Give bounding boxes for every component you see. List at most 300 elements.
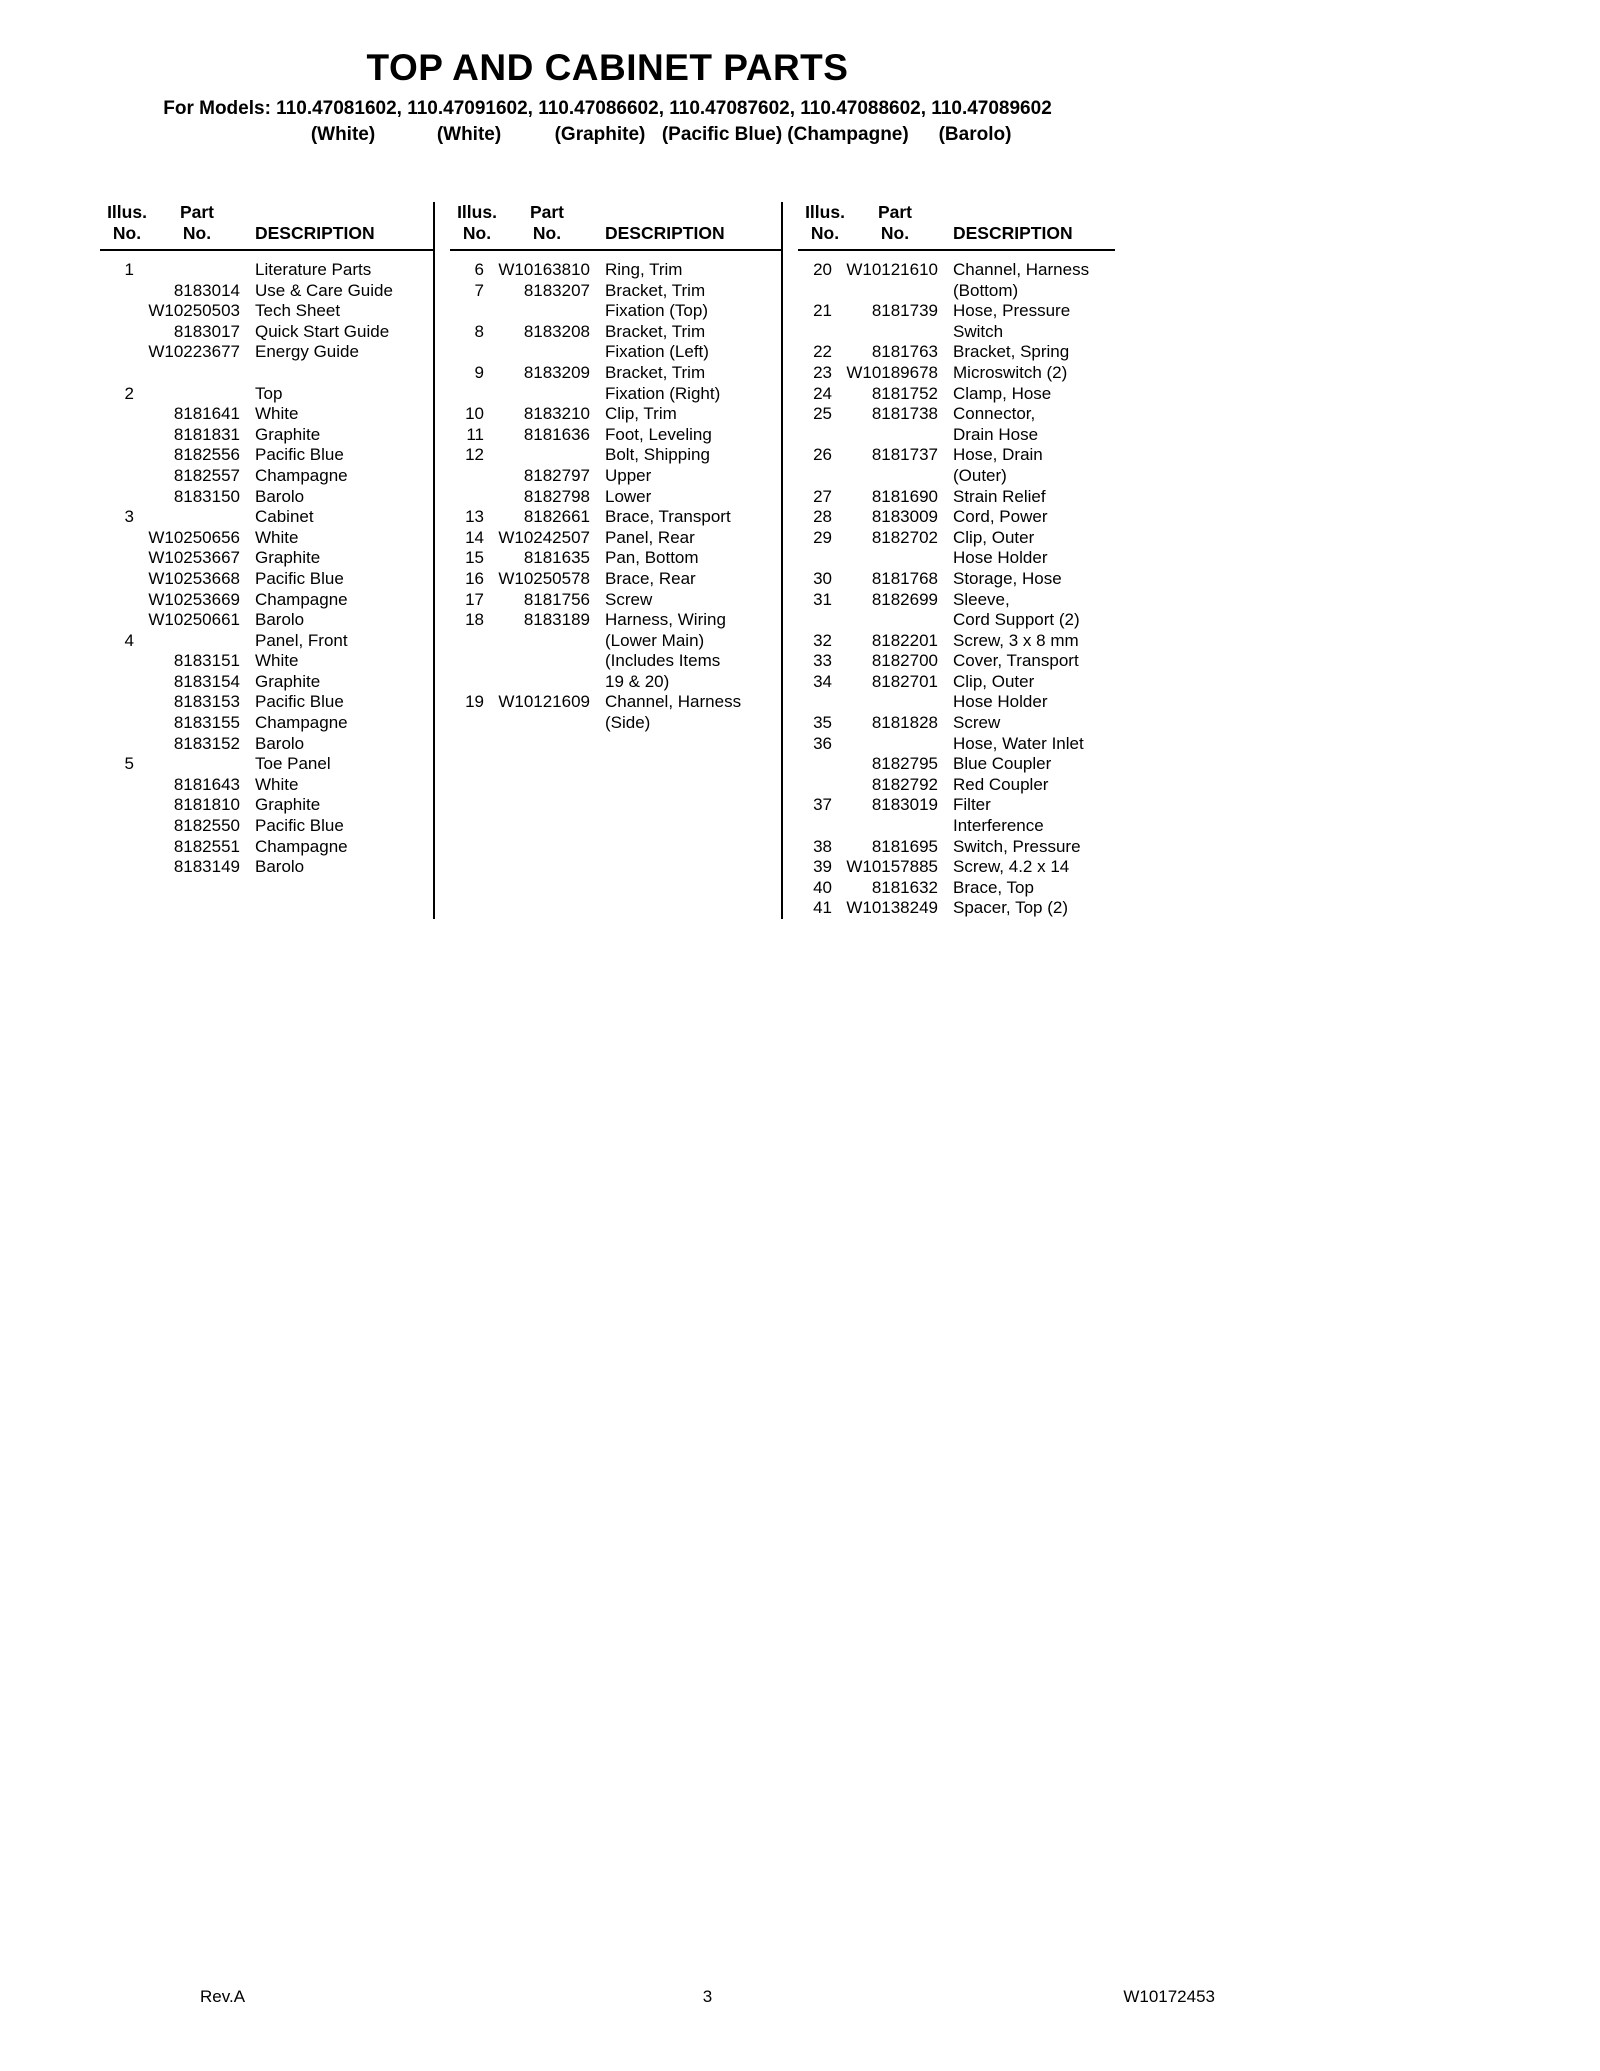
header-description-label: DESCRIPTION: [953, 223, 1073, 243]
header-part-no: [504, 202, 590, 244]
part-description: Harness, Wiring: [605, 610, 726, 630]
table-row: [798, 857, 1115, 878]
table-row: [450, 569, 781, 590]
illus-no: 6: [474, 260, 484, 279]
illus-no: [450, 631, 484, 652]
table-row: [100, 692, 433, 713]
illus-no: 5: [124, 754, 134, 774]
part-no: W10250578: [498, 568, 590, 588]
illus-no: [450, 672, 484, 693]
part-no: W10250503: [148, 301, 240, 321]
illus-no: 34: [813, 671, 832, 691]
part-no: 8181768: [871, 568, 938, 588]
table-row: [798, 281, 1115, 302]
part-no: 8181632: [871, 877, 938, 897]
part-no: W10253668: [148, 568, 240, 588]
part-no: 8181738: [871, 404, 938, 424]
column-rows: [450, 251, 781, 734]
part-no: [484, 651, 590, 672]
part-no: W10242507: [498, 527, 590, 547]
table-row: [798, 713, 1115, 734]
part-no: [484, 672, 590, 693]
part-no: 8181641: [173, 404, 240, 424]
part-description: Graphite: [255, 424, 321, 444]
part-no: 8182700: [871, 651, 938, 671]
model-color-label: (Graphite): [554, 124, 646, 145]
part-no: W10250661: [148, 610, 240, 630]
part-description: White: [255, 404, 299, 424]
illus-no: [798, 548, 832, 569]
part-description: Use & Care Guide: [255, 280, 393, 300]
illus-no: [100, 445, 134, 466]
header-part-label: Part: [179, 202, 215, 222]
part-no: W10157885: [846, 857, 938, 877]
illus-no: [100, 734, 134, 755]
header-no-label: No.: [462, 223, 492, 243]
part-description: (Side): [605, 713, 651, 733]
part-description: Upper: [605, 465, 652, 485]
parts-column-2: [433, 202, 781, 919]
header-no-label: No.: [182, 223, 212, 243]
illus-no: [450, 384, 484, 405]
part-no: [832, 610, 938, 631]
illus-no: 11: [466, 424, 484, 444]
model-color-label: (White): [310, 124, 376, 145]
table-row: [100, 322, 433, 343]
part-description: Brace, Transport: [605, 507, 731, 527]
table-row: [798, 795, 1115, 816]
part-no: W10253669: [148, 589, 240, 609]
table-row: [450, 322, 781, 343]
part-no: [832, 425, 938, 446]
illus-no: 21: [813, 301, 832, 321]
part-description: Panel, Front: [255, 630, 348, 650]
table-row: [798, 322, 1115, 343]
table-row: [100, 528, 433, 549]
part-no: W10121610: [846, 260, 938, 279]
part-no: 8181636: [523, 424, 590, 444]
illus-no: 39: [813, 857, 832, 877]
part-no: W10223677: [148, 342, 240, 362]
illus-no: [100, 610, 134, 631]
part-no: [484, 445, 590, 466]
part-no: 8182795: [871, 754, 938, 774]
part-description: Toe Panel: [255, 754, 331, 774]
part-no: [832, 548, 938, 569]
table-row: [100, 837, 433, 858]
part-no: W10138249: [846, 898, 938, 918]
part-no: 8181756: [523, 589, 590, 609]
table-row: [100, 775, 433, 796]
table-row: [798, 672, 1115, 693]
part-description: Clamp, Hose: [953, 383, 1052, 403]
part-description: White: [255, 774, 299, 794]
table-row: [100, 610, 433, 631]
illus-no: 38: [813, 836, 832, 856]
table-row: [798, 775, 1115, 796]
table-row: [100, 672, 433, 693]
part-description: Barolo: [255, 610, 305, 630]
table-row: [450, 528, 781, 549]
illus-no: 25: [813, 404, 832, 424]
table-row: [100, 260, 433, 281]
illus-no: [450, 466, 484, 487]
part-description: Graphite: [255, 548, 321, 568]
part-description: Spacer, Top (2): [953, 898, 1068, 918]
part-description: Microswitch (2): [953, 362, 1068, 382]
part-description: Cord Support (2): [953, 610, 1080, 630]
part-no: 8181737: [871, 445, 938, 465]
table-row: [798, 734, 1115, 755]
table-row: [798, 363, 1115, 384]
table-row: [100, 487, 433, 508]
part-description: Pacific Blue: [255, 692, 344, 712]
illus-no: [100, 713, 134, 734]
illus-no: [100, 590, 134, 611]
part-no: 8183150: [173, 486, 240, 506]
illus-no: 30: [813, 568, 832, 588]
table-row: [100, 404, 433, 425]
illus-no: [450, 301, 484, 322]
table-row: [798, 301, 1115, 322]
part-no: W10163810: [498, 260, 590, 279]
header-description: [590, 223, 781, 244]
illus-no: 14: [465, 527, 484, 547]
part-description: Blue Coupler: [953, 754, 1052, 774]
part-no: 8183155: [173, 713, 240, 733]
part-no: 8182699: [871, 589, 938, 609]
illus-no: 10: [465, 404, 484, 424]
illus-no: [100, 281, 134, 302]
part-description: Fixation (Top): [605, 301, 708, 321]
part-description: Hose, Water Inlet: [953, 733, 1084, 753]
table-row: [100, 569, 433, 590]
part-description: Barolo: [255, 733, 305, 753]
illus-no: 17: [465, 589, 484, 609]
part-description: Graphite: [255, 795, 321, 815]
illus-no: 7: [474, 280, 484, 300]
illus-no: 32: [813, 630, 832, 650]
illus-no: 19: [465, 692, 484, 712]
part-description: [240, 363, 433, 384]
illus-no: 40: [813, 877, 832, 897]
table-row: [450, 692, 781, 713]
illus-no: [798, 610, 832, 631]
part-no: 8181810: [173, 795, 240, 815]
part-no: 8182550: [173, 816, 240, 836]
header-no-label: No.: [532, 223, 562, 243]
illus-no: [100, 301, 134, 322]
part-description: Red Coupler: [953, 774, 1049, 794]
column-header: [100, 202, 433, 251]
part-description: Drain Hose: [953, 424, 1039, 444]
illus-no: 3: [124, 507, 134, 527]
illus-no: [798, 775, 832, 796]
part-no: 8183014: [173, 280, 240, 300]
part-no: [832, 281, 938, 302]
table-row: [798, 816, 1115, 837]
table-row: [798, 487, 1115, 508]
part-no: 8183208: [523, 321, 590, 341]
table-row: [100, 754, 433, 775]
part-description: Channel, Harness: [605, 692, 742, 712]
part-description: Literature Parts: [255, 260, 372, 279]
table-row: [798, 754, 1115, 775]
part-description: Fixation (Right): [605, 383, 721, 403]
table-row: [450, 713, 781, 734]
header-illus-label: Illus.: [805, 202, 845, 222]
model-color-label: (Pacific Blue): [661, 124, 783, 145]
part-description: Champagne: [255, 589, 348, 609]
table-row: [798, 260, 1115, 281]
illus-no: [798, 692, 832, 713]
illus-no: 33: [813, 651, 832, 671]
table-row: [100, 734, 433, 755]
part-description: Quick Start Guide: [255, 321, 390, 341]
table-row: [450, 548, 781, 569]
part-description: Cabinet: [255, 507, 314, 527]
part-description: Sleeve,: [953, 589, 1010, 609]
document-number: W10172453: [1123, 1987, 1215, 2006]
column-header: [798, 202, 1115, 251]
illus-no: [100, 466, 134, 487]
illus-no: [798, 816, 832, 837]
illus-no: [100, 816, 134, 837]
part-no: 8181643: [173, 774, 240, 794]
part-description: Channel, Harness: [953, 260, 1090, 279]
part-no: [484, 713, 590, 734]
illus-no: 27: [813, 486, 832, 506]
part-description: Pacific Blue: [255, 445, 344, 465]
part-description: Screw, 4.2 x 14: [953, 857, 1070, 877]
illus-no: [100, 322, 134, 343]
part-no: [832, 734, 938, 755]
part-description: Panel, Rear: [605, 527, 695, 547]
part-description: Champagne: [255, 836, 348, 856]
part-no: 8183154: [173, 671, 240, 691]
table-row: [100, 281, 433, 302]
page-number: 3: [702, 1987, 713, 2006]
table-row: [450, 260, 781, 281]
table-row: [798, 837, 1115, 858]
part-description: (Includes Items: [605, 651, 721, 671]
illus-no: 31: [813, 589, 832, 609]
part-no: [484, 301, 590, 322]
illus-no: [100, 569, 134, 590]
table-row: [450, 672, 781, 693]
part-description: Interference: [953, 816, 1044, 836]
header-description: [938, 223, 1115, 244]
table-row: [798, 507, 1115, 528]
illus-no: [100, 837, 134, 858]
illus-no: 8: [474, 321, 484, 341]
part-description: Filter: [953, 795, 991, 815]
part-no: [134, 384, 240, 405]
table-row: [798, 404, 1115, 425]
header-part-label: Part: [877, 202, 913, 222]
part-no: 8183210: [523, 404, 590, 424]
table-row: [100, 301, 433, 322]
part-description: Hose, Pressure: [953, 301, 1071, 321]
model-color-label: (White): [436, 124, 502, 145]
part-description: Bracket, Trim: [605, 362, 706, 382]
part-description: Fixation (Left): [605, 342, 709, 362]
part-description: Strain Relief: [953, 486, 1046, 506]
part-no: [134, 754, 240, 775]
part-no: 8181635: [523, 548, 590, 568]
part-description: Ring, Trim: [605, 260, 683, 279]
part-description: Clip, Outer: [953, 527, 1035, 547]
part-description: (Lower Main): [605, 630, 705, 650]
part-description: Switch, Pressure: [953, 836, 1081, 856]
header-illus-label: Illus.: [107, 202, 147, 222]
illus-no: [798, 754, 832, 775]
part-description: Champagne: [255, 465, 348, 485]
part-description: Lower: [605, 486, 652, 506]
part-no: [134, 507, 240, 528]
header-illus-no: [450, 202, 504, 244]
model-color-label: (Barolo): [938, 124, 1012, 145]
illus-no: [100, 404, 134, 425]
table-row: [100, 466, 433, 487]
revision-label: Rev.A: [200, 1987, 246, 2006]
illus-no: [798, 281, 832, 302]
part-no: W10253667: [148, 548, 240, 568]
illus-no: 18: [465, 610, 484, 630]
table-row: [450, 301, 781, 322]
table-row: [798, 384, 1115, 405]
part-no: 8182702: [871, 527, 938, 547]
part-description: Pan, Bottom: [605, 548, 699, 568]
part-no: [832, 322, 938, 343]
table-row: [100, 445, 433, 466]
part-description: Hose, Drain: [953, 445, 1043, 465]
part-no: [832, 816, 938, 837]
header-description-label: DESCRIPTION: [605, 223, 725, 243]
table-row: [798, 692, 1115, 713]
header-no-label: No.: [880, 223, 910, 243]
part-description: Screw: [953, 713, 1001, 733]
table-row: [798, 898, 1115, 919]
illus-no: [100, 548, 134, 569]
part-description: Graphite: [255, 671, 321, 691]
part-no: 8183009: [871, 507, 938, 527]
part-description: Bracket, Trim: [605, 280, 706, 300]
part-description: Barolo: [255, 857, 305, 877]
part-description: Pacific Blue: [255, 568, 344, 588]
part-no: [134, 631, 240, 652]
table-row: [798, 590, 1115, 611]
colors-row: [100, 124, 1115, 150]
table-row: [450, 404, 781, 425]
part-no: 8183149: [173, 857, 240, 877]
part-description: Switch: [953, 321, 1004, 341]
illus-no: [450, 487, 484, 508]
part-no: [832, 466, 938, 487]
part-no: 8181831: [173, 424, 240, 444]
part-description: Bolt, Shipping: [605, 445, 710, 465]
page-title: TOP AND CABINET PARTS: [366, 47, 849, 88]
table-row: [100, 816, 433, 837]
illus-no: 41: [813, 898, 832, 918]
illus-no: 22: [813, 342, 832, 362]
part-description: White: [255, 651, 299, 671]
table-row: [450, 590, 781, 611]
header-description-label: DESCRIPTION: [255, 223, 375, 243]
illus-no: 2: [124, 383, 134, 403]
part-description: Top: [255, 383, 283, 403]
part-description: Tech Sheet: [255, 301, 341, 321]
table-row: [100, 384, 433, 405]
table-row: [100, 795, 433, 816]
part-description: Hose Holder: [953, 548, 1048, 568]
table-row: [100, 713, 433, 734]
illus-no: [100, 692, 134, 713]
header-illus-no: [100, 202, 154, 244]
illus-no: [450, 651, 484, 672]
illus-no: 9: [474, 362, 484, 382]
part-description: Connector,: [953, 404, 1036, 424]
table-row: [100, 590, 433, 611]
part-description: Hose Holder: [953, 692, 1048, 712]
part-no: [134, 260, 240, 281]
header-illus-label: Illus.: [457, 202, 497, 222]
illus-no: 16: [465, 568, 484, 588]
page-content: [100, 0, 1215, 2006]
part-description: Barolo: [255, 486, 305, 506]
table-row: [100, 651, 433, 672]
part-no: [832, 692, 938, 713]
illus-no: [100, 775, 134, 796]
illus-no: [100, 857, 134, 878]
table-row: [450, 342, 781, 363]
part-no: 8181752: [871, 383, 938, 403]
table-row: [798, 651, 1115, 672]
part-no: 8181828: [871, 713, 938, 733]
header-illus-no: [798, 202, 852, 244]
part-no: [134, 363, 240, 384]
illus-no: 13: [465, 507, 484, 527]
table-row: [100, 342, 433, 363]
header-no-label: No.: [112, 223, 142, 243]
header-part-no: [852, 202, 938, 244]
illus-no: [100, 795, 134, 816]
table-row: [798, 528, 1115, 549]
header-no-label: No.: [810, 223, 840, 243]
table-row: [798, 466, 1115, 487]
part-description: Energy Guide: [255, 342, 359, 362]
part-no: [484, 631, 590, 652]
table-row: [100, 507, 433, 528]
table-row: [450, 651, 781, 672]
models-line: For Models: 110.47081602, 110.47091602, 110.47086602, 110.47087602, 110.47088602, 110.47089602: [163, 98, 1052, 119]
part-no: 8183152: [173, 733, 240, 753]
part-no: 8182798: [523, 486, 590, 506]
table-row: [450, 363, 781, 384]
part-no: 8181690: [871, 486, 938, 506]
column-header: [450, 202, 781, 251]
part-no: W10189678: [846, 362, 938, 382]
part-no: W10121609: [498, 692, 590, 712]
part-no: [484, 342, 590, 363]
header-part-no: [154, 202, 240, 244]
table-row: [798, 878, 1115, 899]
part-no: 8183019: [871, 795, 938, 815]
table-row: [798, 631, 1115, 652]
part-description: 19 & 20): [605, 671, 670, 691]
illus-no: [100, 363, 134, 384]
part-no: 8183209: [523, 362, 590, 382]
